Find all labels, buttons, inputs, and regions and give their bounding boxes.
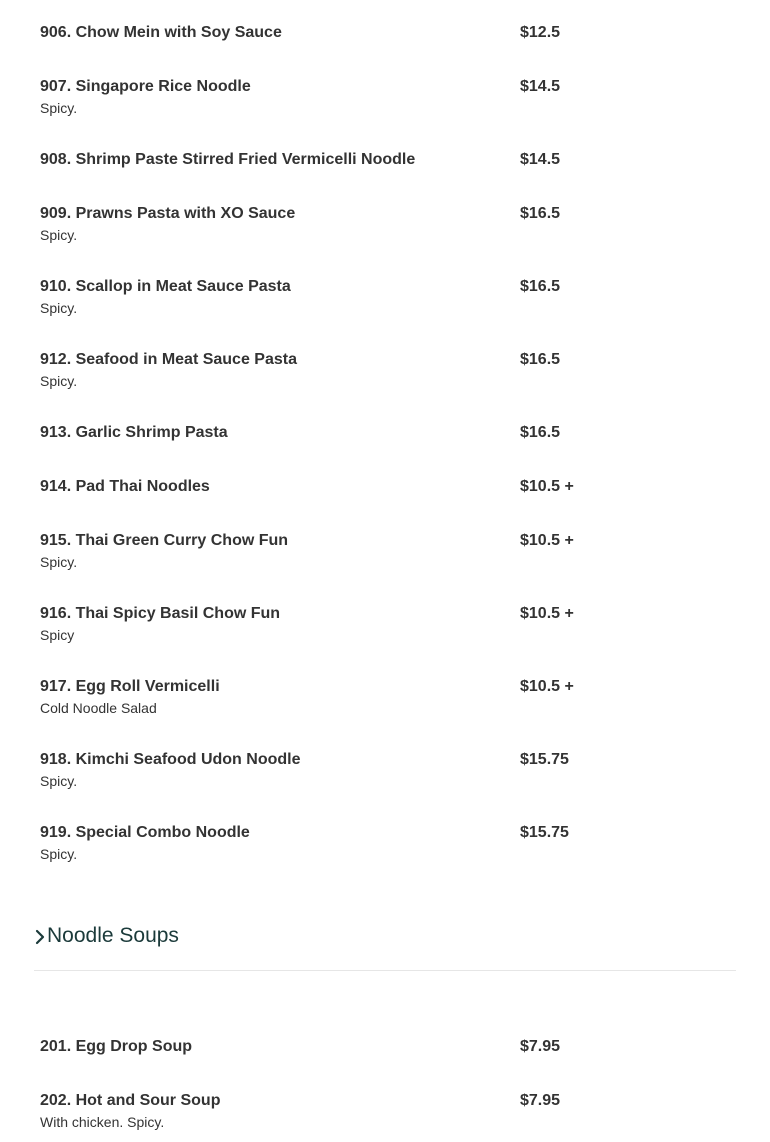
- menu-item[interactable]: [40, 0, 740, 54]
- item-description: Cold Noodle Salad: [40, 700, 157, 716]
- item-price: $16.5: [520, 424, 561, 441]
- item-price: $16.5: [520, 278, 561, 295]
- menu-item[interactable]: [40, 1014, 740, 1068]
- item-price: $7.95: [520, 1038, 561, 1055]
- item-description: Spicy: [40, 627, 75, 643]
- item-name: 917. Egg Roll Vermicelli: [40, 678, 220, 695]
- item-name: 915. Thai Green Curry Chow Fun: [40, 532, 289, 549]
- menu-item[interactable]: [40, 727, 740, 800]
- item-name: 916. Thai Spicy Basil Chow Fun: [40, 605, 281, 622]
- item-description: Spicy.: [40, 846, 78, 862]
- item-description: Spicy.: [40, 554, 78, 570]
- item-price: $14.5: [520, 78, 561, 95]
- item-price: $16.5: [520, 205, 561, 222]
- item-name: 906. Chow Mein with Soy Sauce: [40, 24, 282, 41]
- section-header-noodle-soups[interactable]: [34, 915, 736, 971]
- item-price: $10.5 +: [520, 478, 574, 495]
- menu-item[interactable]: [40, 508, 740, 581]
- item-name: 907. Singapore Rice Noodle: [40, 78, 251, 95]
- item-name: 914. Pad Thai Noodles: [40, 478, 210, 495]
- item-name: 910. Scallop in Meat Sauce Pasta: [40, 278, 291, 295]
- menu-item[interactable]: [40, 181, 740, 254]
- menu-item[interactable]: [40, 454, 740, 508]
- item-price: $14.5: [520, 151, 561, 168]
- menu-item[interactable]: [40, 54, 740, 127]
- item-price: $15.75: [520, 824, 569, 841]
- item-price: $10.5 +: [520, 605, 574, 622]
- menu-item[interactable]: [40, 127, 740, 181]
- menu-item[interactable]: [40, 654, 740, 727]
- item-name: 918. Kimchi Seafood Udon Noodle: [40, 751, 301, 768]
- item-price: $15.75: [520, 751, 569, 768]
- chevron-right-icon: [34, 927, 46, 947]
- menu-item[interactable]: [40, 1068, 740, 1141]
- item-price: $7.95: [520, 1092, 561, 1109]
- item-name: 912. Seafood in Meat Sauce Pasta: [40, 351, 297, 368]
- item-price: $12.5: [520, 24, 561, 41]
- menu-item[interactable]: [40, 800, 740, 873]
- item-description: Spicy.: [40, 773, 78, 789]
- item-description: Spicy.: [40, 300, 78, 316]
- item-price: $10.5 +: [520, 532, 574, 549]
- menu-item[interactable]: [40, 327, 740, 400]
- item-price: $16.5: [520, 351, 561, 368]
- item-description: With chicken. Spicy.: [40, 1114, 165, 1130]
- menu-item[interactable]: [40, 254, 740, 327]
- item-name: 909. Prawns Pasta with XO Sauce: [40, 205, 296, 222]
- item-description: Spicy.: [40, 100, 78, 116]
- item-name: 908. Shrimp Paste Stirred Fried Vermicelli Noodle: [40, 151, 416, 168]
- section-title: Noodle Soups: [47, 924, 179, 947]
- item-description: Spicy.: [40, 373, 78, 389]
- item-name: 913. Garlic Shrimp Pasta: [40, 424, 228, 441]
- item-name: 919. Special Combo Noodle: [40, 824, 250, 841]
- menu-item[interactable]: [40, 581, 740, 654]
- item-name: 201. Egg Drop Soup: [40, 1038, 193, 1055]
- item-name: 202. Hot and Sour Soup: [40, 1092, 221, 1109]
- menu-list-noodle-soups: [40, 1014, 740, 1141]
- item-description: Spicy.: [40, 227, 78, 243]
- menu-list-noodles: [40, 0, 740, 873]
- menu-item[interactable]: [40, 400, 740, 454]
- item-price: $10.5 +: [520, 678, 574, 695]
